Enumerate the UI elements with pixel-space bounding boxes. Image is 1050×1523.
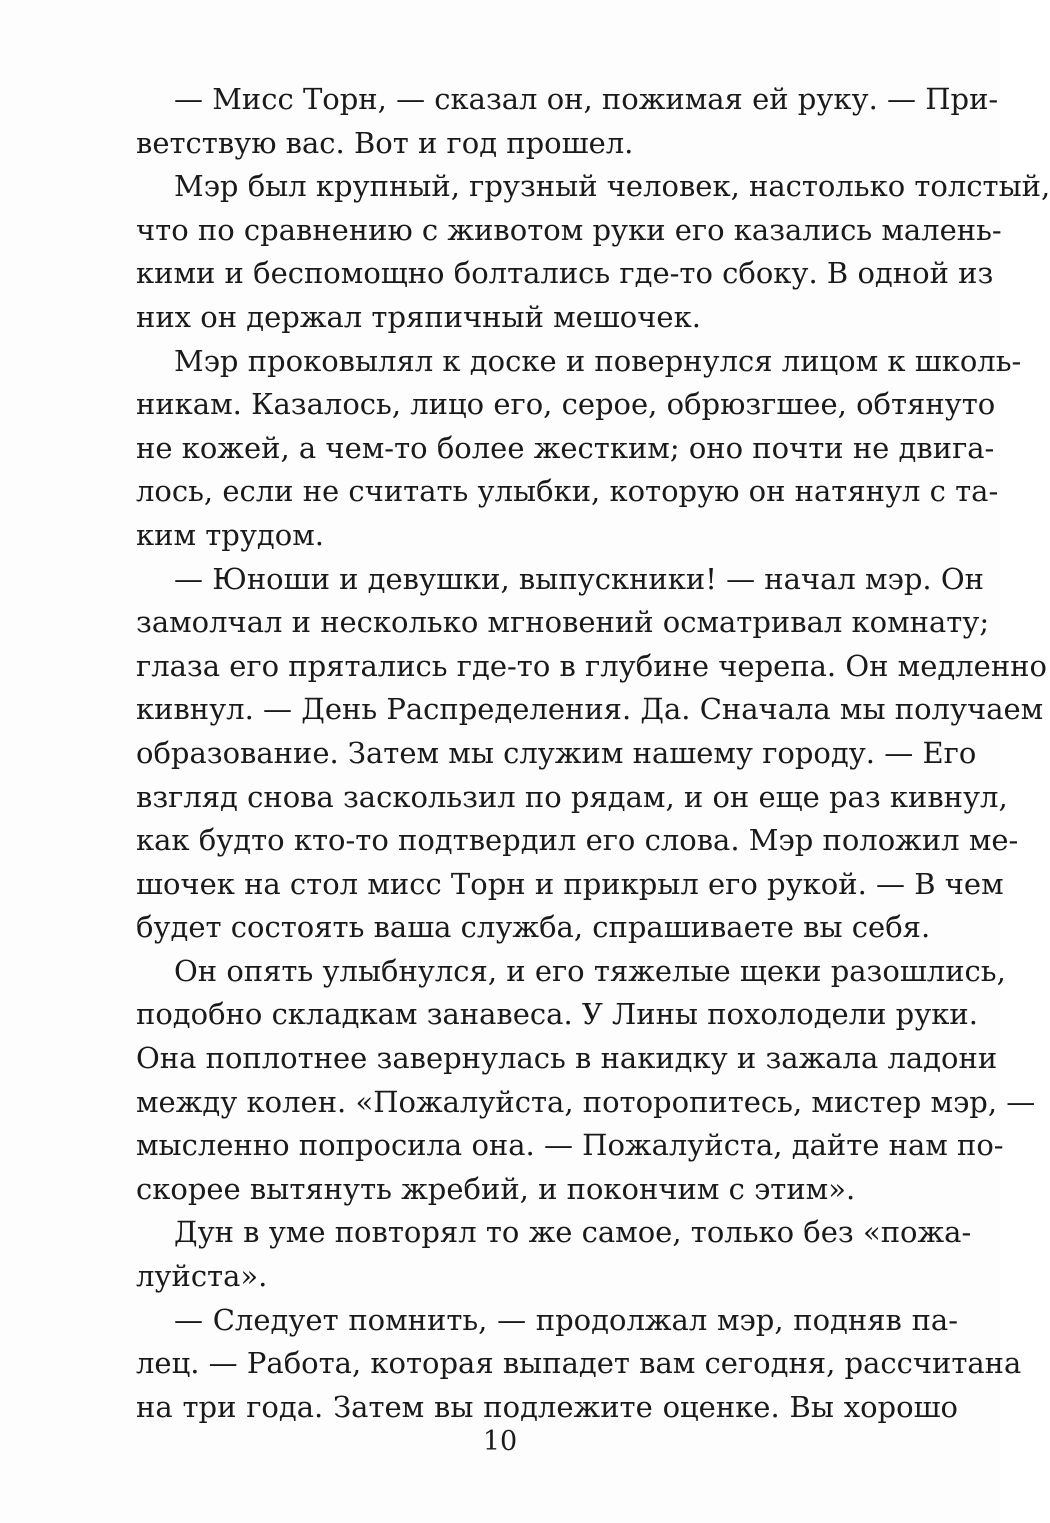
text-line: — Следует помнить, — продолжал мэр, подняв па- [174,1302,958,1337]
text-line: кими и беспомощно болтались где-то сбоку. В одной из [136,256,994,291]
text-line: них он держал тряпичный мешочек. [136,299,701,334]
text-line: что по сравнению с животом руки его казались малень- [136,212,1002,247]
body-text [136,78,1050,1429]
text-line: скорее вытянуть жребий, и покончим с этим». [136,1171,856,1206]
text-line: подобно складкам занавеса. У Лины похолодели руки. [136,997,978,1032]
text-line: Дун в уме повторял то же самое, только без «пожа- [174,1215,972,1250]
page-number: 10 [482,1426,518,1457]
text-line: взгляд снова заскользил по рядам, и он еще раз кивнул, [136,779,1008,814]
text-line: кивнул. — День Распределения. Да. Сначала мы получаем [136,692,1044,727]
text-line: — Юноши и девушки, выпускники! — начал мэр. Он [174,561,984,596]
text-line: шочек на стол мисс Торн и прикрыл его рукой. — В чем [136,866,1004,901]
text-line: образование. Затем мы служим нашему городу. — Его [136,735,977,770]
text-line: Он опять улыбнулся, и его тяжелые щеки разошлись, [174,953,1006,988]
text-line: замолчал и несколько мгновений осматривал комнату; [136,605,990,640]
text-line: лось, если не считать улыбки, которую он натянул с та- [136,474,999,509]
text-line: Мэр был крупный, грузный человек, настолько толстый, [174,169,1050,204]
text-line: луйста». [136,1259,268,1294]
text-line: на три года. Затем вы подлежите оценке. Вы хорошо [136,1389,958,1424]
text-line: мысленно попросила она. — Пожалуйста, дайте нам по- [136,1128,1004,1163]
text-line: Мэр проковылял к доске и повернулся лицом к школь- [174,343,1022,378]
text-line: ветствую вас. Вот и год прошел. [136,125,634,160]
text-line: никам. Казалось, лицо его, серое, обрюзгшее, обтянуто [136,387,996,422]
text-line: будет состоять ваша служба, спрашиваете вы себя. [136,910,931,945]
text-line: — Мисс Торн, — сказал он, пожимая ей руку. — При- [174,82,999,116]
text-line: ким трудом. [136,517,324,552]
text-line: между колен. «Пожалуйста, поторопитесь, мистер мэр, — [136,1084,1036,1119]
text-line: как будто кто-то подтвердил его слова. Мэр положил ме- [136,823,1019,858]
text-line: глаза его прятались где-то в глубине черепа. Он медленно [136,648,1047,683]
text-line: Она поплотнее завернулась в накидку и зажала ладони [136,1041,998,1076]
text-line: лец. — Работа, которая выпадет вам сегодня, рассчитана [136,1346,1022,1381]
text-line: не кожей, а чем-то более жестким; оно почти не двига- [136,430,995,465]
